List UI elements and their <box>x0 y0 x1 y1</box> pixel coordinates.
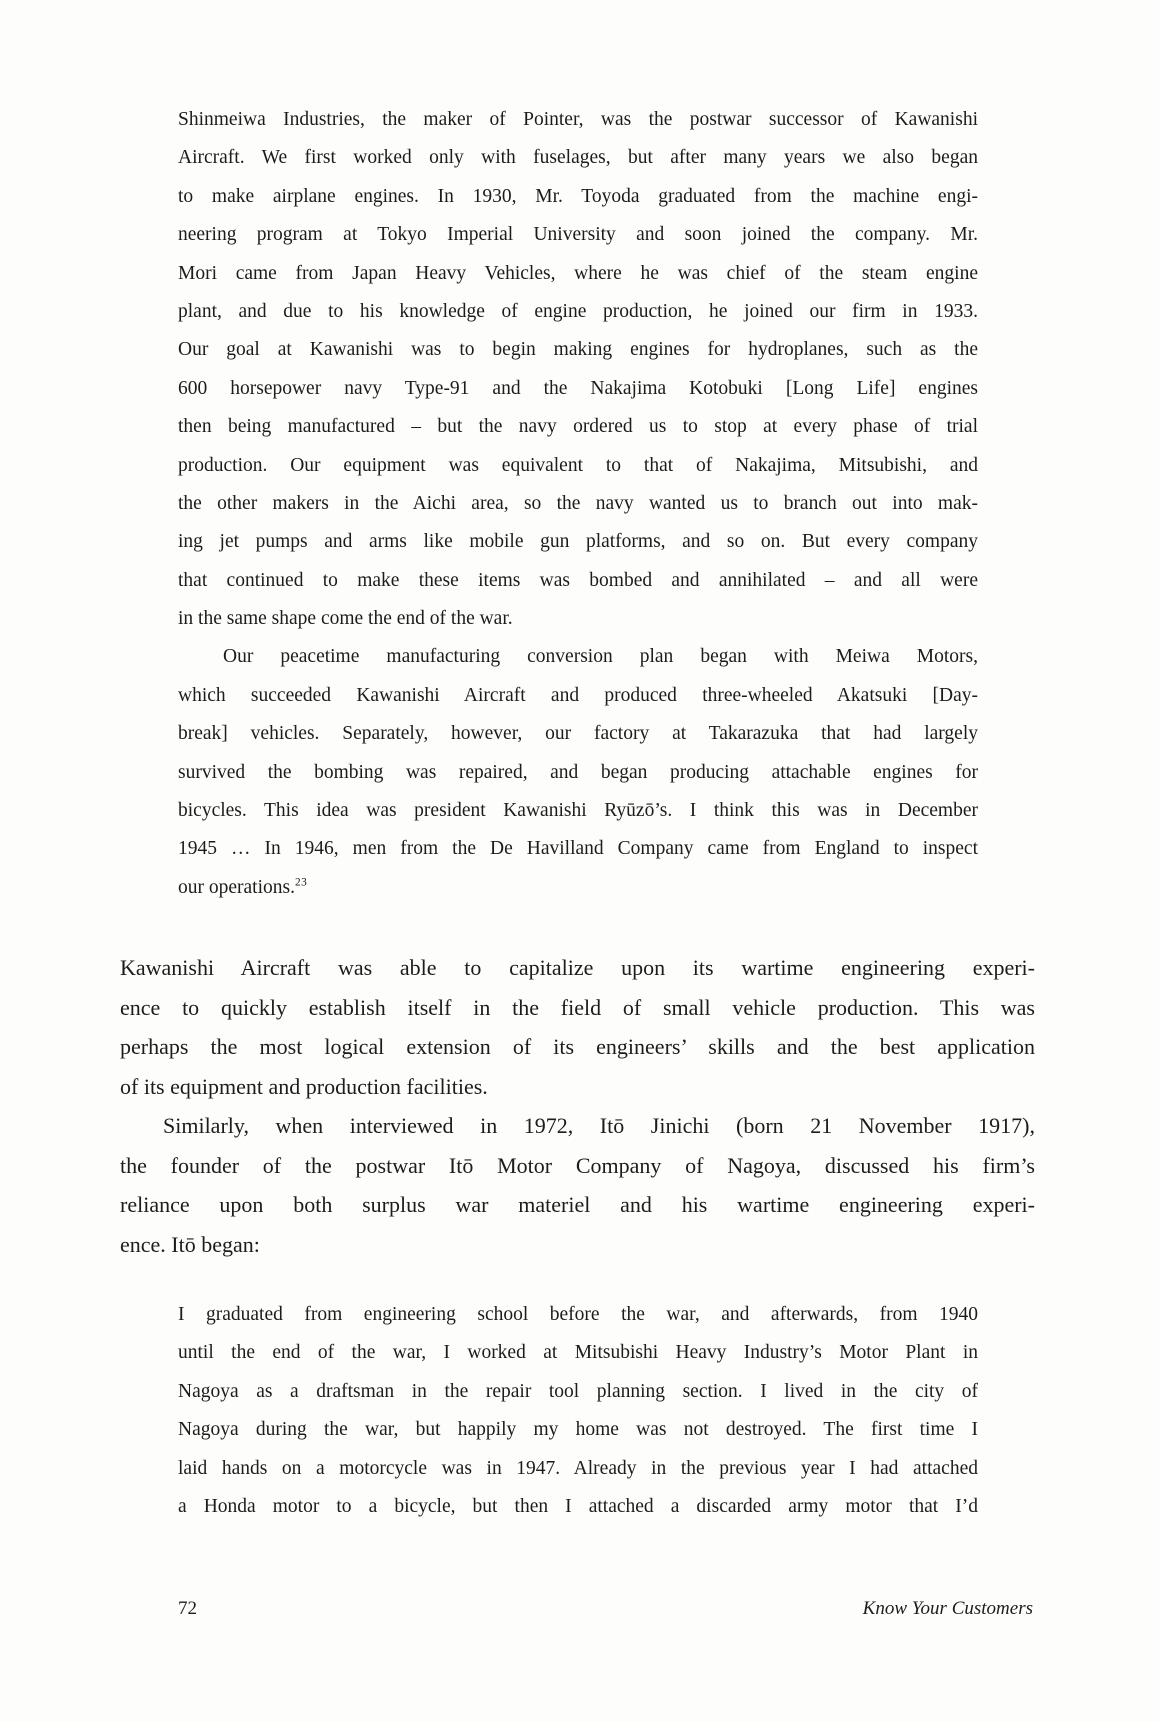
block-quote-bottom <box>178 1296 978 1526</box>
text-line: I graduated from engineering school before the war, and afterwards, from 1940 <box>178 1304 978 1325</box>
text-line: which succeeded Kawanishi Aircraft and produced three-wheeled Akatsuki [Day- <box>178 684 978 706</box>
text-line: survived the bombing was repaired, and began producing attachable engines for <box>178 761 978 783</box>
text-line: Nagoya during the war, but happily my home was not destroyed. The first time I <box>178 1419 978 1441</box>
text-line: then being manufactured – but the navy ordered us to stop at every phase of trial <box>178 416 978 438</box>
text-line: neering program at Tokyo Imperial University and soon joined the company. Mr. <box>178 224 978 246</box>
text-line: bicycles. This idea was president Kawanishi Ryūzō’s. I think this was in December <box>178 800 978 822</box>
text-line: Kawanishi Aircraft was able to capitalize upon its wartime engineering experi- <box>120 955 1035 980</box>
text-line: ence. Itō began: <box>120 1231 260 1257</box>
text-line: Nagoya as a draftsman in the repair tool planning section. I lived in the city of <box>178 1380 978 1402</box>
text-line: Our peacetime manufacturing conversion plan began with Meiwa Motors, <box>223 646 978 668</box>
text-line: plant, and due to his knowledge of engine production, he joined our firm in 1933. <box>178 300 978 322</box>
text-line: ing jet pumps and arms like mobile gun platforms, and so on. But every company <box>178 531 978 553</box>
text-line: 600 horsepower navy Type-91 and the Nakajima Kotobuki [Long Life] engines <box>178 377 978 399</box>
text-line: the founder of the postwar Itō Motor Company of Nagoya, discussed his firm’s <box>120 1152 1035 1178</box>
text-line: Aircraft. We first worked only with fuselages, but after many years we also began <box>178 147 978 169</box>
text-line: Shinmeiwa Industries, the maker of Pointer, was the postwar successor of Kawanishi <box>178 109 978 130</box>
text-line: laid hands on a motorcycle was in 1947. Already in the previous year I had attached <box>178 1457 978 1479</box>
text-line: a Honda motor to a bicycle, but then I attached a discarded army motor that I’d <box>178 1495 978 1517</box>
text-line: until the end of the war, I worked at Mitsubishi Heavy Industry’s Motor Plant in <box>178 1342 978 1364</box>
text-line: Our goal at Kawanishi was to begin making engines for hydroplanes, such as the <box>178 339 978 361</box>
running-title: Know Your Customers <box>862 1598 1033 1619</box>
text-line: reliance upon both surplus war materiel and his wartime engineering experi- <box>120 1192 1035 1217</box>
text-line: production. Our equipment was equivalent to that of Nakajima, Mitsubishi, and <box>178 454 978 476</box>
text-line: the other makers in the Aichi area, so the navy wanted us to branch out into mak- <box>178 492 978 514</box>
text-line: ence to quickly establish itself in the field of small vehicle production. This was <box>120 994 1035 1020</box>
text-line: our operations.$^{23}$ <box>178 876 308 898</box>
text-line: perhaps the most logical extension of its engineers’ skills and the best application <box>120 1034 1035 1059</box>
block-quote-top <box>178 101 978 907</box>
text-line: in the same shape come the end of the war. <box>178 608 513 630</box>
page-number: 72 <box>178 1598 197 1619</box>
text-line: Similarly, when interviewed in 1972, Itō Jinichi (born 21 November 1917), <box>163 1113 1035 1138</box>
text-line: 1945 … In 1946, men from the De Havilland Company came from England to inspect <box>178 838 978 860</box>
footnote-ref: 23 <box>294 876 308 889</box>
text-line: to make airplane engines. In 1930, Mr. Toyoda graduated from the machine engi- <box>178 185 978 207</box>
text-line: break] vehicles. Separately, however, our factory at Takarazuka that had largely <box>178 723 978 745</box>
body-text <box>120 948 1035 1264</box>
text-line: that continued to make these items was bombed and annihilated – and all were <box>178 569 978 591</box>
text-line: Mori came from Japan Heavy Vehicles, where he was chief of the steam engine <box>178 262 978 284</box>
text-line: of its equipment and production facilities. <box>120 1073 488 1099</box>
page-footer <box>178 1597 1033 1621</box>
